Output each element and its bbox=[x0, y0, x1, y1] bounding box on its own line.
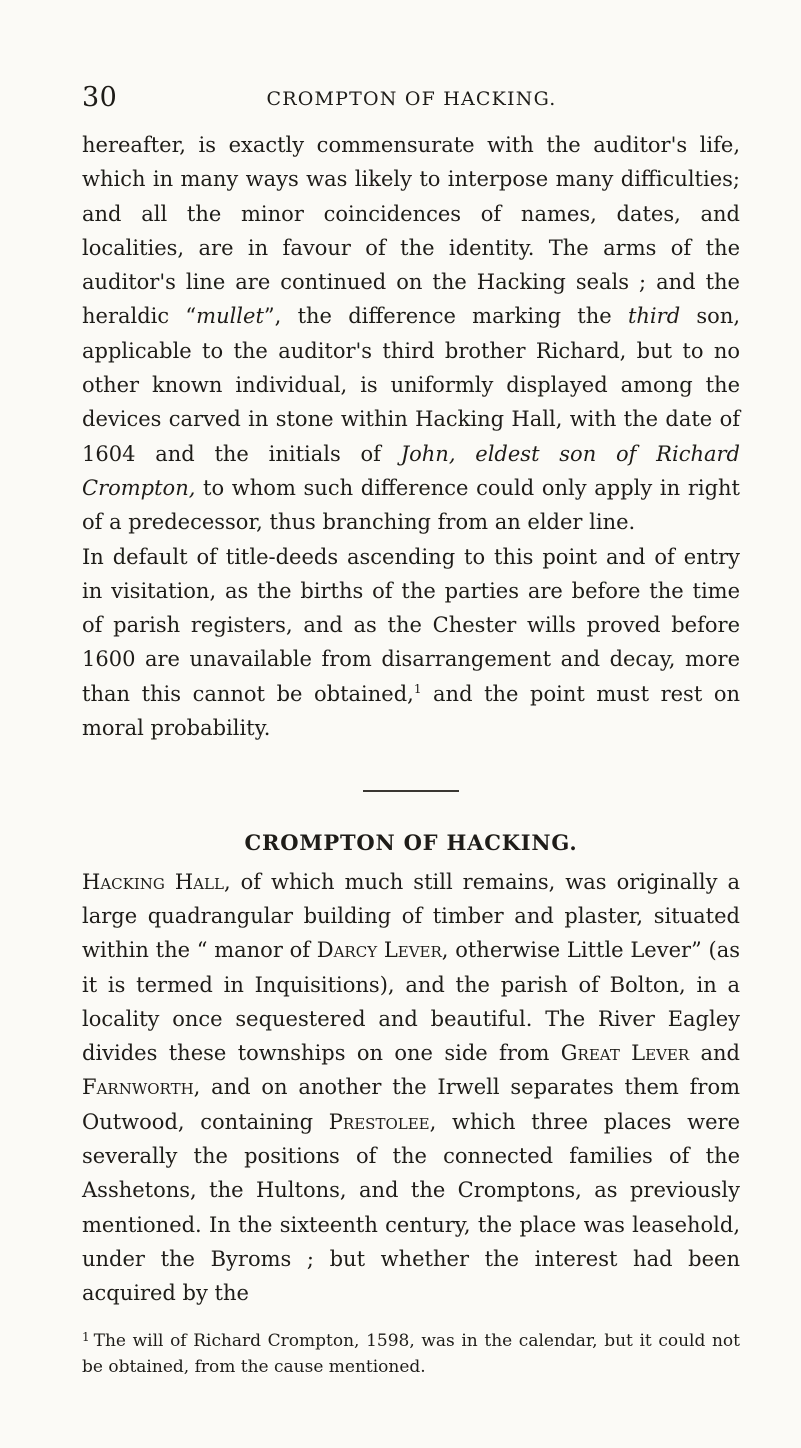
small-caps-prestolee: Prestolee, bbox=[328, 1109, 437, 1134]
small-caps-darcy-lever: Darcy Lever, bbox=[316, 938, 449, 963]
section-text-b: otherwise Little Lever” (as it is termed in Inquisitions), and the parish of Bolton, in a locality once sequestered and beautiful. The River Eagley divides these townships on one side from bbox=[82, 938, 740, 1066]
section-text-c: and bbox=[689, 1041, 740, 1066]
section-divider bbox=[363, 790, 459, 792]
paragraph-1-text-d: to whom such difference could only apply in right of a predecessor, thus branching from an elder line. bbox=[82, 475, 740, 535]
section-heading: CROMPTON OF HACKING. bbox=[244, 830, 578, 856]
section-text-a: of which much still remains, was originally a large quadrangular building of timber and plaster, situated within the “ manor of bbox=[82, 869, 740, 963]
paragraph-1-text-c: son, applicable to the auditor's third brother Richard, but to no other known individual, is uniformly displayed among the devices carved in stone within Hacking Hall, with the date of 1604 and the initials of bbox=[82, 304, 741, 466]
footnote-mark: 1 bbox=[82, 1330, 90, 1344]
section-text-d: and on another the Irwell separates them from Outwood, containing bbox=[82, 1075, 740, 1134]
paragraph-2 bbox=[82, 540, 740, 746]
paragraph-1 bbox=[82, 128, 740, 540]
paragraph-1-italic-mullet: mullet bbox=[196, 304, 264, 329]
small-caps-farnworth: Farnworth, bbox=[82, 1075, 201, 1100]
small-caps-hacking-hall: Hacking Hall, bbox=[82, 869, 231, 894]
running-head bbox=[82, 82, 741, 114]
paragraph-1-italic-john: John, eldest son of Richard Crompton, bbox=[82, 441, 740, 500]
body-text bbox=[82, 128, 740, 1311]
running-title: CROMPTON OF HACKING. bbox=[266, 88, 557, 110]
small-caps-great-lever: Great Lever bbox=[560, 1041, 690, 1066]
footnote-reference[interactable]: 1 bbox=[413, 681, 422, 696]
footnote-text: The will of Richard Crompton, 1598, was in the calendar, but it could not be obtained, from the cause mentioned. bbox=[82, 1331, 740, 1377]
paragraph-1-italic-third: third bbox=[627, 304, 681, 329]
footnote bbox=[82, 1324, 740, 1380]
paragraph-2-text-b: and the point must rest on moral probability. bbox=[82, 681, 740, 741]
paragraph-2-text-a: In default of title-deeds ascending to this point and of entry in visitation, as the births of the parties are before the time of parish registers, and as the Chester wills proved before 1600 are unavailable from disarrangement and decay, more than this cannot be obtained, bbox=[82, 544, 740, 706]
paragraph-1-text-b: ”, the difference marking the bbox=[263, 304, 628, 329]
section-text-e: which three places were severally the positions of the connected families of the Asshetons, the Hultons, and the Cromptons, as previously mentioned. In the sixteenth century, the place was leasehold, under the Byroms ; but whether the interest had been acquired by the bbox=[82, 1109, 740, 1306]
paragraph-1-text-a: hereafter, is exactly commensurate with the auditor's life, which in many ways was likely to interpose many difficulties; and all the minor coincidences of names, dates, and localities, are in favour of the identity. The arms of the auditor's line are continued on the Hacking seals ; and the heraldic “ bbox=[82, 133, 740, 329]
page-number: 30 bbox=[82, 82, 118, 113]
section-paragraph bbox=[82, 865, 740, 1311]
